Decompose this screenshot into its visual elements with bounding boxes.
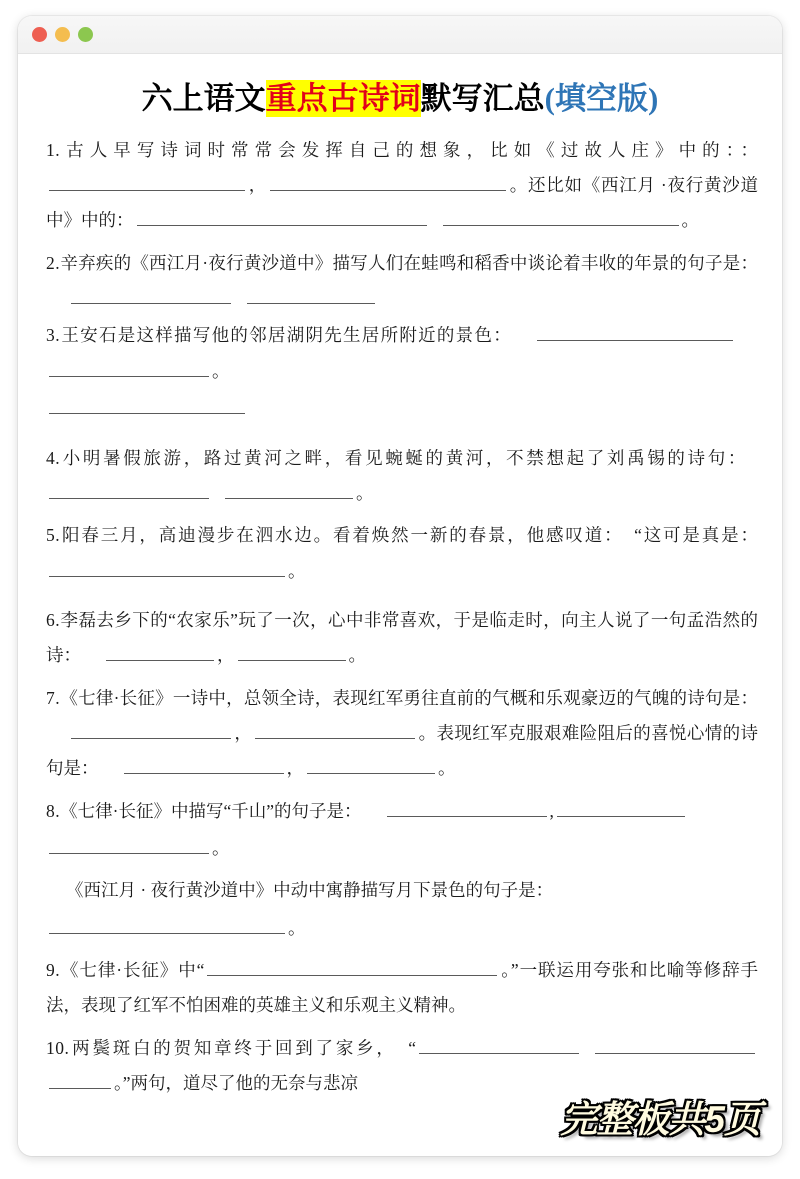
answer-blank[interactable] [225, 480, 353, 499]
question-text: 《西江月 · 夜行黄沙道中》中动中寓静描写月下景色的句子是： [66, 880, 554, 901]
question-list [40, 133, 760, 1102]
answer-blank[interactable] [71, 285, 231, 304]
question-text: 。 [681, 210, 699, 231]
question-number: 7. [46, 687, 61, 708]
answer-blank[interactable] [419, 1035, 579, 1054]
answer-blank[interactable] [49, 558, 285, 577]
question-text: 李磊去乡下的“农家乐”玩了一次，心中非常喜欢，于是临走时，向主人说了一句孟浩然的诗： [46, 609, 758, 666]
question-text: 小明暑假旅游，路过黄河之畔，看见蜿蜒的黄河，不禁想起了刘禹锡的诗句： [60, 447, 748, 468]
question-number: 8. [46, 800, 61, 821]
question-text: 。 [212, 837, 230, 858]
question-item [40, 441, 760, 512]
question-text: 《七律·长征》中描写“千山”的句子是： [60, 800, 362, 821]
question-text: ， [217, 645, 235, 666]
question-text: 《七律·长征》一诗中，总领全诗，表现红军勇往直前的气概和乐观豪迈的气魄的诗句是： [60, 687, 758, 708]
question-text: ， [286, 758, 304, 779]
question-trailing-rule [40, 831, 760, 866]
question-number: 10. [46, 1037, 70, 1058]
question-text: 。表现红军克服艰难险阻后的喜悦心情的诗句是： [46, 722, 759, 779]
answer-blank[interactable] [247, 285, 375, 304]
question-text: 。 [288, 560, 306, 581]
question-text: 阳春三月，高迪漫步在泗水边。看着焕然一新的春景，他感叹道： “这可是真是： [60, 525, 758, 546]
question-text: 。 [348, 645, 366, 666]
answer-blank[interactable] [49, 480, 209, 499]
page-title [40, 80, 760, 119]
answer-blank[interactable] [443, 208, 679, 227]
answer-blank[interactable] [255, 720, 415, 739]
document-window [18, 16, 782, 1156]
question-trailing-rule [40, 911, 760, 946]
question-text: 古人早写诗词时常常会发挥自己的想象，比如《过故人庄》中的：： [60, 139, 758, 160]
answer-blank[interactable] [307, 755, 435, 774]
question-text: 。 [438, 758, 456, 779]
title-part2: 默写汇总 [420, 81, 545, 116]
question-item [40, 873, 760, 908]
question-trailing-rule [40, 391, 760, 426]
answer-blank[interactable] [124, 755, 284, 774]
question-text: ， [248, 175, 268, 196]
answer-blank[interactable] [207, 957, 497, 976]
title-suffix: (填空版) [544, 81, 659, 116]
question-item [40, 681, 760, 787]
page-count-badge: 完整板共5页 [560, 1099, 760, 1140]
question-number: 1. [46, 139, 61, 160]
answer-blank[interactable] [238, 642, 346, 661]
question-item [40, 246, 760, 317]
answer-blank[interactable] [595, 1035, 755, 1054]
answer-blank[interactable] [49, 915, 285, 934]
title-highlight: 重点古诗词 [265, 81, 421, 116]
answer-blank[interactable] [49, 358, 209, 377]
question-item [40, 318, 760, 389]
question-text: 。 [288, 917, 306, 938]
answer-blank[interactable] [387, 798, 547, 817]
question-text: 王安石是这样描写他的邻居湖阴先生居所附近的景色： [60, 325, 512, 346]
question-text: 两鬓斑白的贺知章终于回到了家乡， “ [69, 1037, 416, 1058]
question-number: 9. [46, 959, 61, 980]
question-text: ， [234, 722, 253, 743]
traffic-lights [32, 27, 93, 42]
question-number: 4. [46, 447, 61, 468]
answer-blank[interactable] [270, 172, 506, 191]
answer-blank[interactable] [49, 395, 245, 414]
question-item [40, 518, 760, 589]
question-number: 2. [46, 252, 61, 273]
question-text: 。还比如《西江月 ·夜行黄沙道中》中的： [46, 175, 759, 231]
question-text: 。 [356, 482, 374, 503]
maximize-icon[interactable] [78, 27, 93, 42]
question-item [40, 1031, 760, 1102]
answer-blank[interactable] [49, 1070, 111, 1089]
window-title-bar [18, 16, 782, 54]
question-item [40, 794, 760, 829]
question-item [40, 133, 760, 239]
question-text: 。 [212, 360, 230, 381]
question-number: 6. [46, 609, 61, 630]
question-number: 5. [46, 525, 61, 546]
answer-blank[interactable] [557, 798, 685, 817]
answer-blank[interactable] [106, 642, 214, 661]
question-number: 3. [46, 325, 61, 346]
answer-blank[interactable] [49, 172, 245, 191]
answer-blank[interactable] [49, 835, 209, 854]
document-body [18, 54, 782, 1156]
question-text: 辛弃疾的《西江月·夜行黄沙道中》描写人们在蛙鸣和稻香中谈论着丰收的年景的句子是： [60, 252, 758, 273]
answer-blank[interactable] [71, 720, 231, 739]
question-item [40, 603, 760, 674]
question-text: 。”一联运用夸张和比喻等修辞手法，表现了红军不怕困难的英雄主义和乐观主义精神。 [46, 959, 758, 1016]
title-part1: 六上语文 [141, 81, 266, 116]
question-text: , [549, 800, 554, 821]
question-text: 《七律·长征》中“ [60, 959, 205, 980]
answer-blank[interactable] [137, 208, 427, 227]
question-text: 。”两句，道尽了他的无奈与悲凉 [114, 1073, 359, 1093]
minimize-icon[interactable] [55, 27, 70, 42]
close-icon[interactable] [32, 27, 47, 42]
answer-blank[interactable] [537, 323, 733, 342]
question-item [40, 953, 760, 1024]
